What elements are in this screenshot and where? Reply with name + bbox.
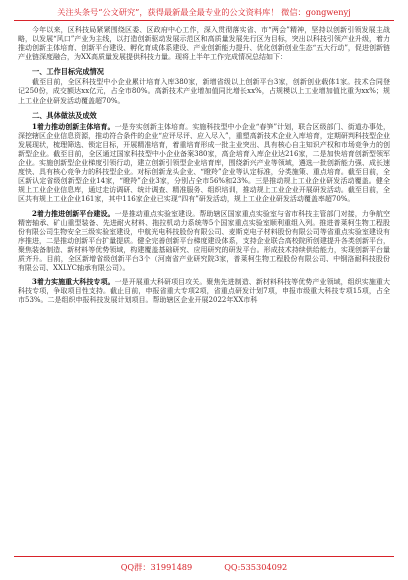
intro-paragraph: 今年以来，区科技局紧紧围绕区委、区政府中心工作，深入贯彻落实省、市“两会”精神，坚持以创新引领发展主战略，以发展“风口”产业为主线，以打造创新驱动发展示范区和高质量发展先行区为目标，突出以科技引领产业升级，着力推动创新主体培育、创新平台建设、孵化育成体系建设、产业创新能力提升、优化创新创业生态“五大行动”，促进创新链产业链深度融合，为XX高质量发展提供科技力量。现将上半年工作完成情况总结如下：	[18, 26, 390, 62]
item2-text: 一是推动重点实验室建设。帮助辖区国家重点实验室与省市科技主管部门对接，力争航空精密轴承、矿山重型装备、先进耐火材料、拖拉机动力系统等5个国家重点实验室顺利重组入列。推进普莱柯生物工程股份有限公司生物安全三级实验室建设，中航光电科技股份有限公司、麦斯克电子材料股份有限公司等省重点实验室建设有序推进，二是推动创新平台扩量提质。健全完善创新平台梯度建设体系，支持企业联合高校院所创建提升各类创新平台，聚焦装备制造、新材料等优势领域，构建覆盖基础研究、应用研究的研发平台。形成技术持续供给能力，实现创新平台量质齐升。目前，全区新增省级创新平台3个（河南省产业研究院3家，普莱柯生物工程股份有限公司、中钢洛耐科技股份有限公司、XXLYC轴承有限公司）。	[18, 209, 390, 273]
footer-qq: QQ:535304092	[224, 562, 288, 572]
item1-text: 一是夯实创新主体培育。实施科技型中小企业“春笋”计划，联合区级部门、街道办事处，深挖辖区企业信息资源，推动符合条件的企业“应评尽评、应入尽入”，重塑高新技术企业入库培育，定期研判科技型企业发展现状，梳理筛选、锁定目标，开展精准培育，着重培育形成一批主业突出、具有核心自主知识产权和市场竞争力的创新型企业。截至目前，全区通过国家科技型中小企业备案380家，高企培育入库企业达216家，二是加快培育创新型领军企业。实施创新型企业梯度引领行动，建立创新引领型企业培育库，围绕新兴产业等领域，遴选一批创新能力强、成长速度快、具有核心竞争力的科技型企业。对标创新龙头企业、“瞪羚”企业等认定标准，分类施策、重点培育。截至目前，全区新认定省级创新型企业14家，“瞪羚”企业3家，分别占全市56%和23%。三是推动规上工业企业研发活动覆盖。健全规上工业企业信息库，通过走访调研、统计调查、精准服务、组织培训，推动规上工业企业开展研发活动。截至目前，全区共有规上工业企业161家，其中116家企业已实现“四有”研发活动，规上工业企业研发活动覆盖率超70%。	[18, 122, 391, 204]
document-body	[18, 26, 390, 305]
footer-qq-group: QQ群：31991489	[120, 562, 193, 572]
item2-paragraph	[18, 209, 390, 274]
item3-paragraph	[18, 277, 390, 305]
item2-heading: 2着力推进创新平台建设。	[32, 208, 115, 218]
footer-divider	[14, 556, 394, 557]
item3-text: 一是开展重大科研项目攻关。聚焦先进制造、新材料科技等优势产业领域，组织实施重大科技专项，争取项目性支持。截止目前，申报省重大专项2项，省重点研发计划7项，申报市级重大科技专项15项，占全市53%。二是组织申报科技发展计划项目。帮助辖区企业开展2022年XX市科	[18, 278, 390, 305]
footer-banner	[14, 560, 394, 574]
header-divider	[14, 20, 394, 21]
item1-heading: 1着力推动创新主体培育。	[32, 121, 115, 131]
item1-paragraph	[18, 122, 390, 205]
section1-paragraph: 截至目前，全区科技型中小企业累计培育入库380家，新增省级以上创新平台3家，创新创业载体1家。技术合同登记250份，成交额达xx亿元，占全市80%。高新技术产业增加值同比增长xx%，占规模以上工业增加值比重为xx%；规上工业企业研发活动覆盖超70%。	[18, 78, 390, 105]
section1-heading: 一、工作目标完成情况	[32, 67, 104, 77]
section2-heading: 二、具体做法及成效	[32, 110, 97, 120]
banner-text: 关注头条号“公文研究”，获得最新最全最专业的公文资料库！	[57, 7, 279, 17]
banner-wechat: 微信：gongwenyj	[281, 7, 351, 17]
item3-heading: 3着力实施重大科技专项。	[32, 277, 115, 287]
header-banner	[14, 5, 394, 19]
